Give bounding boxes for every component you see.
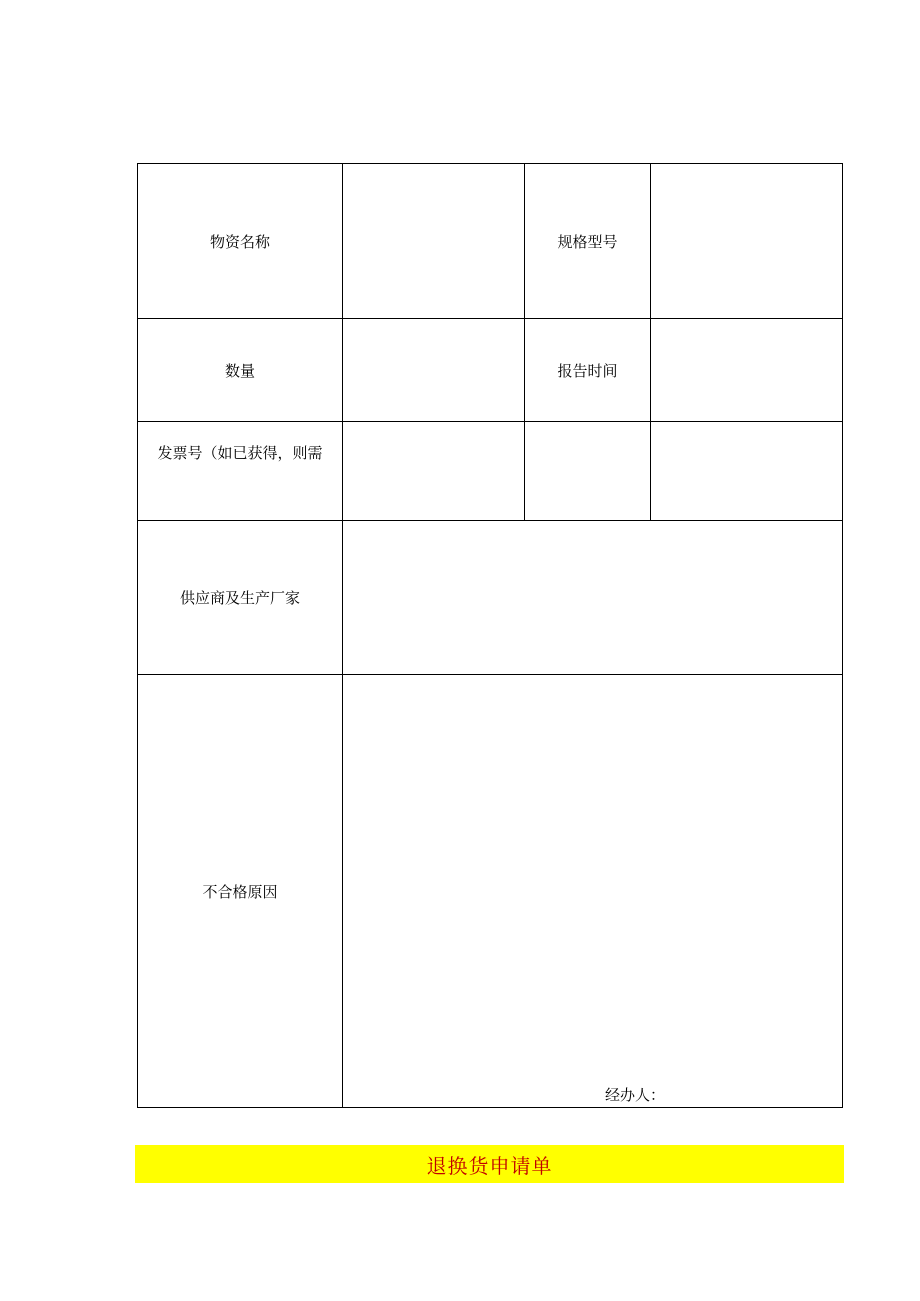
quantity-field[interactable] bbox=[343, 319, 525, 422]
supplier-field[interactable] bbox=[343, 521, 843, 675]
row-quantity bbox=[138, 319, 843, 422]
material-name-field[interactable] bbox=[343, 164, 525, 319]
reason-field[interactable] bbox=[343, 675, 843, 1108]
row-supplier bbox=[138, 521, 843, 675]
row-reason bbox=[138, 675, 843, 1108]
invoice-extra-cell[interactable] bbox=[525, 422, 651, 521]
report-time-label: 报告时间 bbox=[525, 319, 651, 422]
spec-model-field[interactable] bbox=[651, 164, 843, 319]
form-title: 退换货申请单 bbox=[426, 1153, 553, 1178]
invoice-no-field[interactable] bbox=[343, 422, 525, 521]
invoice-extra-field[interactable] bbox=[651, 422, 843, 521]
supplier-label: 供应商及生产厂家 bbox=[138, 521, 343, 675]
row-material bbox=[138, 164, 843, 319]
report-time-field[interactable] bbox=[651, 319, 843, 422]
reason-label: 不合格原因 bbox=[138, 675, 343, 1108]
invoice-no-label: 发票号（如已获得，则需 bbox=[138, 422, 343, 521]
row-invoice bbox=[138, 422, 843, 521]
handler-label: 经办人： bbox=[605, 1086, 666, 1104]
material-name-label: 物资名称 bbox=[138, 164, 343, 319]
return-request-form bbox=[137, 163, 843, 1108]
title-banner bbox=[135, 1145, 844, 1183]
quantity-label: 数量 bbox=[138, 319, 343, 422]
spec-model-label: 规格型号 bbox=[525, 164, 651, 319]
